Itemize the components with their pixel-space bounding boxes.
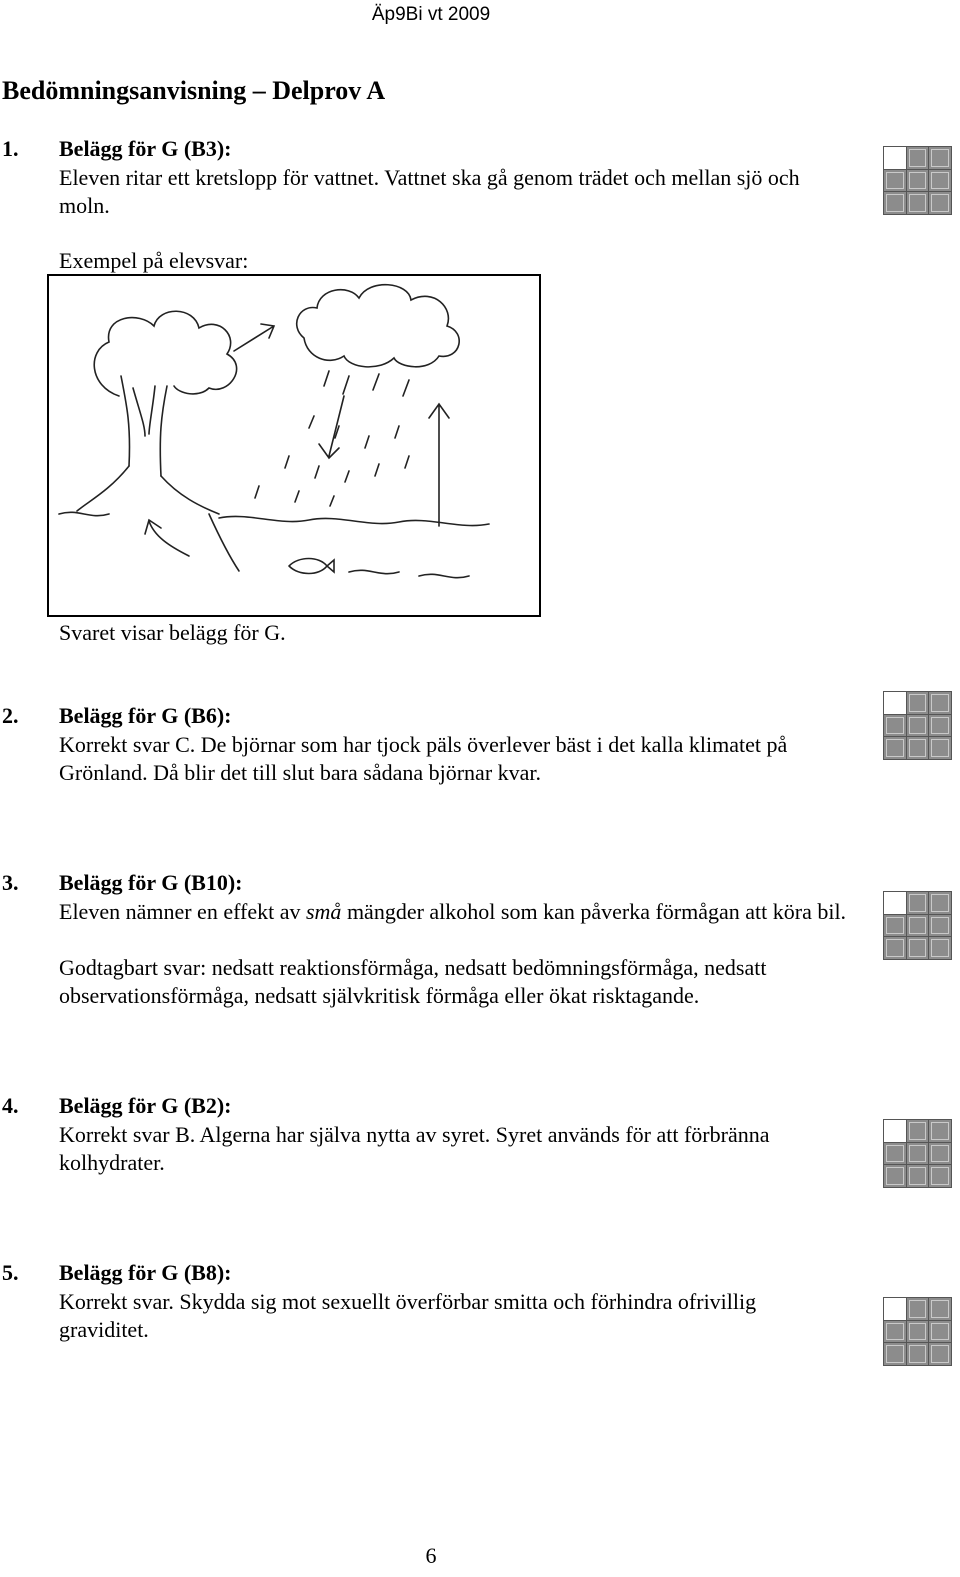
item-3-accepted: Godtagbart svar: nedsatt reaktionsförmåga, nedsatt bedömningsförmåga, nedsatt observationsförmåga, nedsatt självkritisk förmåga eller ökat risktagande.	[59, 955, 767, 1008]
page-header: Äp9Bi vt 2009	[371, 4, 491, 25]
item-3-text	[59, 898, 849, 926]
item-4-text: Korrekt svar B. Algerna har själva nytta av syret. Syret används för att förbränna kolhydrater.	[59, 1122, 770, 1175]
rain-strokes	[255, 371, 409, 506]
score-grid-3	[883, 891, 952, 960]
score-grid-5	[883, 1297, 952, 1366]
item-3-number: 3.	[2, 870, 19, 895]
item-3-text-em: små	[305, 899, 342, 924]
item-1-example-label: Exempel på elevsvar:	[59, 248, 249, 273]
item-3-text-b: mängder alkohol som kan påverka förmågan att köra bil.	[341, 899, 847, 924]
water-lines	[59, 512, 489, 577]
score-grid-4	[883, 1119, 952, 1188]
tree-sketch	[77, 311, 237, 514]
item-4-number: 4.	[2, 1093, 19, 1118]
item-1-result: Svaret visar belägg för G.	[59, 620, 286, 645]
score-grid-2	[883, 691, 952, 760]
item-1-number: 1.	[2, 136, 19, 161]
item-3-text-a: Eleven nämner en effekt av	[59, 899, 306, 924]
item-2-text: Korrekt svar C. De björnar som har tjock päls överlever bäst i det kalla klimatet på Grönland. Då blir det till slut bara sådana björnar kvar.	[59, 732, 788, 785]
cloud-sketch	[297, 285, 459, 367]
item-1-text: Eleven ritar ett kretslopp för vattnet. Vattnet ska gå genom trädet och mellan sjö och moln.	[59, 165, 800, 218]
item-2-number: 2.	[2, 703, 19, 728]
student-drawing-water-cycle	[47, 274, 541, 617]
item-4-heading: Belägg för G (B2):	[59, 1093, 232, 1118]
page-title: Bedömningsanvisning – Delprov A	[2, 76, 386, 105]
item-1-heading: Belägg för G (B3):	[59, 136, 232, 161]
item-2-heading: Belägg för G (B6):	[59, 703, 232, 728]
item-5-number: 5.	[2, 1260, 19, 1285]
item-3-heading: Belägg för G (B10):	[59, 870, 243, 895]
score-grid-1	[883, 146, 952, 215]
page-number: 6	[425, 1543, 437, 1568]
item-5-text: Korrekt svar. Skydda sig mot sexuellt överförbar smitta och förhindra ofrivillig graviditet.	[59, 1289, 757, 1342]
item-5-heading: Belägg för G (B8):	[59, 1260, 232, 1285]
